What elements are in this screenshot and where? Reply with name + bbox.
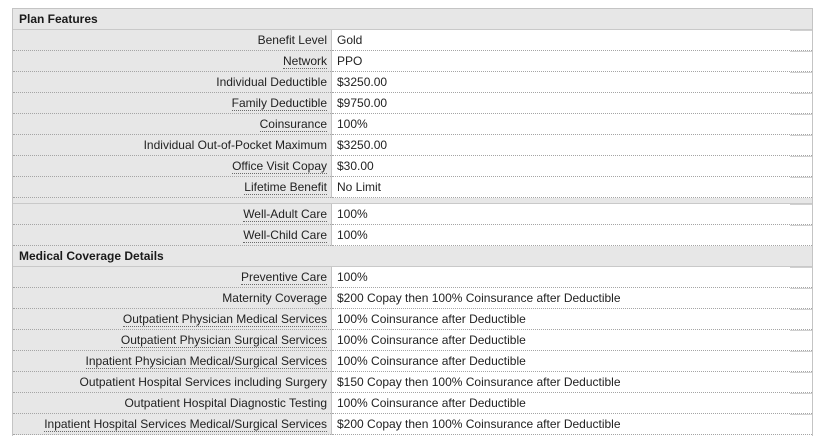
table-row (13, 225, 812, 246)
lifetime-benefit-link[interactable]: Lifetime Benefit (244, 180, 327, 194)
preventive-care-link[interactable]: Preventive Care (240, 270, 327, 284)
outpatient-physician-surgical-link[interactable]: Outpatient Physician Surgical Services (120, 333, 327, 347)
coinsurance-link[interactable]: Coinsurance (259, 117, 327, 131)
table-row (13, 393, 812, 414)
benefit-level-label: Benefit Level (257, 33, 327, 47)
individual-deductible-label: Individual Deductible (216, 75, 327, 89)
outpatient-physician-medical-link[interactable]: Outpatient Physician Medical Services (122, 312, 327, 326)
table-row (13, 114, 812, 135)
row-label (13, 114, 331, 135)
row-label (13, 30, 331, 51)
row-value: $30.00 (332, 156, 812, 177)
row-value: $200 Copay then 100% Coinsurance after Deductible (332, 414, 812, 435)
row-value: 100% (332, 204, 812, 225)
benefits-table (12, 8, 813, 436)
row-label (13, 51, 331, 72)
row-value: 100% Coinsurance after Deductible (332, 330, 812, 351)
row-label (13, 177, 331, 198)
table-row (13, 372, 812, 393)
row-value: Gold (332, 30, 812, 51)
row-value: $150 Copay then 100% Coinsurance after Deductible (332, 372, 812, 393)
table-row (13, 351, 812, 372)
row-value: $3250.00 (332, 72, 812, 93)
row-value: $200 Copay then 100% Coinsurance after Deductible (332, 288, 812, 309)
row-label (13, 330, 331, 351)
row-label (13, 135, 331, 156)
row-label (13, 225, 331, 246)
section-header-plan-features: Plan Features (13, 9, 812, 30)
table-row (13, 177, 812, 198)
section-header-medical-coverage: Medical Coverage Details (13, 246, 812, 267)
table-row (13, 309, 812, 330)
row-value: $3250.00 (332, 135, 812, 156)
row-label (13, 288, 331, 309)
row-label (13, 309, 331, 330)
inpatient-hospital-services-link[interactable]: Inpatient Hospital Services Medical/Surgical Services (44, 417, 327, 431)
row-label (13, 414, 331, 435)
row-value: 100% (332, 267, 812, 288)
outpatient-diagnostic-testing-label: Outpatient Hospital Diagnostic Testing (124, 396, 327, 410)
well-adult-care-link[interactable]: Well-Adult Care (243, 207, 327, 221)
table-row (13, 267, 812, 288)
row-value: 100% Coinsurance after Deductible (332, 351, 812, 372)
row-label (13, 372, 331, 393)
outpatient-hospital-services-label: Outpatient Hospital Services including Surgery (79, 375, 327, 389)
table-row (13, 30, 812, 51)
table-row (13, 72, 812, 93)
row-value: $9750.00 (332, 93, 812, 114)
table-row (13, 135, 812, 156)
table-row (13, 288, 812, 309)
table-row (13, 93, 812, 114)
row-label (13, 156, 331, 177)
table-row (13, 204, 812, 225)
row-label (13, 393, 331, 414)
row-label (13, 204, 331, 225)
well-child-care-link[interactable]: Well-Child Care (243, 228, 327, 242)
table-row (13, 414, 812, 435)
row-label (13, 93, 331, 114)
table-row (13, 51, 812, 72)
maternity-coverage-label: Maternity Coverage (222, 291, 327, 305)
row-value: 100% Coinsurance after Deductible (332, 393, 812, 414)
row-value: 100% (332, 225, 812, 246)
row-label (13, 72, 331, 93)
table-row (13, 156, 812, 177)
row-label (13, 351, 331, 372)
row-value: No Limit (332, 177, 812, 198)
table-row (13, 330, 812, 351)
network-link[interactable]: Network (282, 54, 327, 68)
office-visit-copay-link[interactable]: Office Visit Copay (232, 159, 327, 173)
oop-maximum-label: Individual Out-of-Pocket Maximum (143, 138, 327, 152)
row-value: 100% (332, 114, 812, 135)
row-value: PPO (332, 51, 812, 72)
row-value: 100% Coinsurance after Deductible (332, 309, 812, 330)
family-deductible-link[interactable]: Family Deductible (231, 96, 327, 110)
inpatient-physician-link[interactable]: Inpatient Physician Medical/Surgical Services (85, 354, 327, 368)
row-label (13, 267, 331, 288)
